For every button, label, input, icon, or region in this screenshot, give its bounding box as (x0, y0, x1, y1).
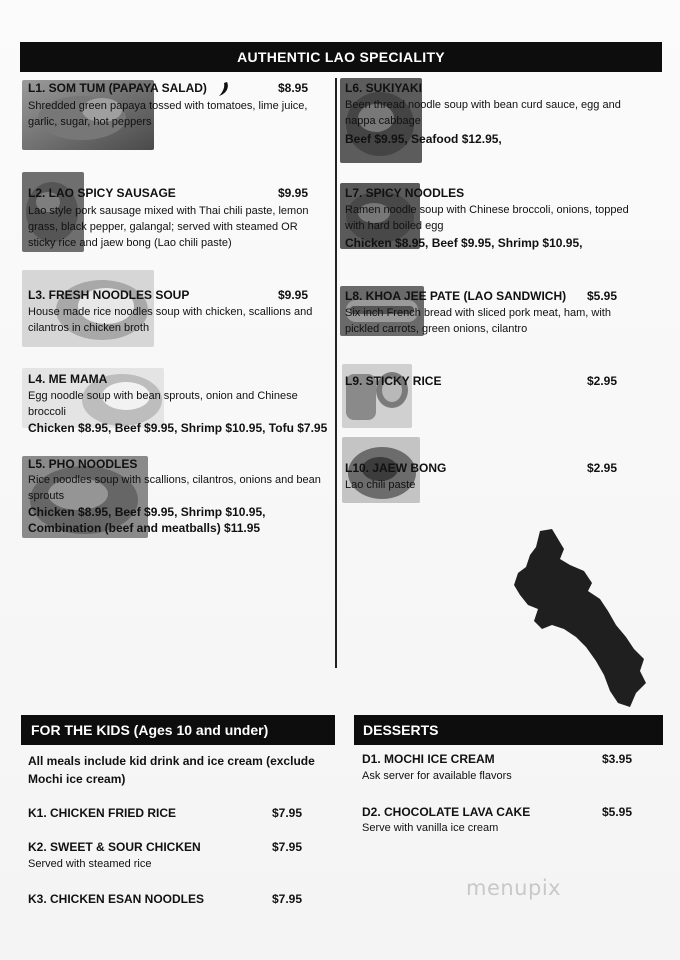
item-name-l3: L3. FRESH NOODLES SOUP (28, 288, 190, 302)
kids-banner: FOR THE KIDS (Ages 10 and under) (21, 715, 335, 745)
menupix-watermark: menupix (466, 876, 562, 900)
kids-note: All meals include kid drink and ice cream (exclude Mochi ice cream) (28, 754, 315, 786)
item-desc-l7: Ramen noodle soup with Chinese broccoli, onions, topped with hard boiled egg (345, 204, 629, 232)
dessert-item-price-d1: $3.95 (602, 752, 633, 766)
dessert-item-desc-d2: Serve with vanilla ice cream (362, 822, 499, 834)
item-price-l10: $2.95 (587, 461, 618, 475)
dessert-item-desc-d1: Ask server for available flavors (362, 770, 512, 782)
item-prices-l5: Chicken $8.95, Beef $9.95, Shrimp $10.95, Combination (beef and meatballs) $11.95 (28, 505, 266, 535)
column-divider (335, 78, 337, 668)
item-desc-l4: Egg noodle soup with bean sprouts, onion and Chinese broccoli (28, 390, 298, 418)
item-price-l2: $9.95 (278, 186, 309, 200)
kid-item-price-k1: $7.95 (272, 806, 303, 820)
item-desc-l8: Six inch French bread with sliced pork meat, ham, with pickled carrots, green onions, cilantro (345, 307, 611, 335)
item-desc-l10: Lao chili paste (345, 479, 416, 491)
item-name-l2: L2. LAO SPICY SAUSAGE (28, 186, 176, 200)
kid-item-desc-k2: Served with steamed rice (28, 858, 152, 870)
item-price-l8: $5.95 (587, 289, 618, 303)
item-desc-l1: Shredded green papaya tossed with tomatoes, lime juice, garlic, sugar, hot peppers (28, 100, 308, 128)
item-name-l9: L9. STICKY RICE (345, 374, 442, 388)
item-name-l6: L6. SUKIYAKI (345, 81, 422, 95)
kid-item-price-k2: $7.95 (272, 840, 303, 854)
laos-map-icon (500, 525, 650, 715)
item-name-l8: L8. KHOA JEE PATE (LAO SANDWICH) (345, 289, 567, 303)
item-prices-l4: Chicken $8.95, Beef $9.95, Shrimp $10.95, Tofu $7.95 (28, 421, 328, 435)
dessert-item-name-d1: D1. MOCHI ICE CREAM (362, 752, 495, 766)
item-name-l5: L5. PHO NOODLES (28, 457, 138, 471)
item-desc-l6: Been thread noodle soup with bean curd sauce, egg and nappa cabbage (345, 99, 621, 127)
item-name-l4: L4. ME MAMA (28, 372, 108, 386)
item-price-l1: $8.95 (278, 81, 309, 95)
item-desc-l3: House made rice noodles soup with chicken, scallions and cilantros in chicken broth (28, 306, 313, 334)
item-price-l9: $2.95 (587, 374, 618, 388)
kid-item-name-k2: K2. SWEET & SOUR CHICKEN (28, 840, 201, 854)
dessert-item-name-d2: D2. CHOCOLATE LAVA CAKE (362, 805, 531, 819)
item-name-l10: L10. JAEW BONG (345, 461, 447, 475)
kid-item-name-k3: K3. CHICKEN ESAN NOODLES (28, 892, 205, 906)
item-prices-l6: Beef $9.95, Seafood $12.95, (345, 132, 502, 146)
speciality-banner: AUTHENTIC LAO SPECIALITY (20, 42, 662, 72)
item-name-l1: L1. SOM TUM (PAPAYA SALAD) (28, 81, 230, 97)
item-prices-l7: Chicken $8.95, Beef $9.95, Shrimp $10.95, (345, 236, 583, 250)
desserts-banner: DESSERTS (354, 715, 663, 745)
item-desc-l2: Lao style pork sausage mixed with Thai chili paste, lemon grass, black pepper, galangal; served with steamed OR sticky rice and jaew bong (Lao chili paste) (28, 205, 309, 249)
dessert-item-price-d2: $5.95 (602, 805, 633, 819)
item-name-l7: L7. SPICY NOODLES (345, 186, 465, 200)
item-desc-l5: Rice noodles soup with scallions, cilantros, onions and bean sprouts (28, 474, 321, 502)
item-price-l3: $9.95 (278, 288, 309, 302)
kid-item-price-k3: $7.95 (272, 892, 303, 906)
chili-pepper-icon (216, 81, 230, 97)
kid-item-name-k1: K1. CHICKEN FRIED RICE (28, 806, 177, 820)
